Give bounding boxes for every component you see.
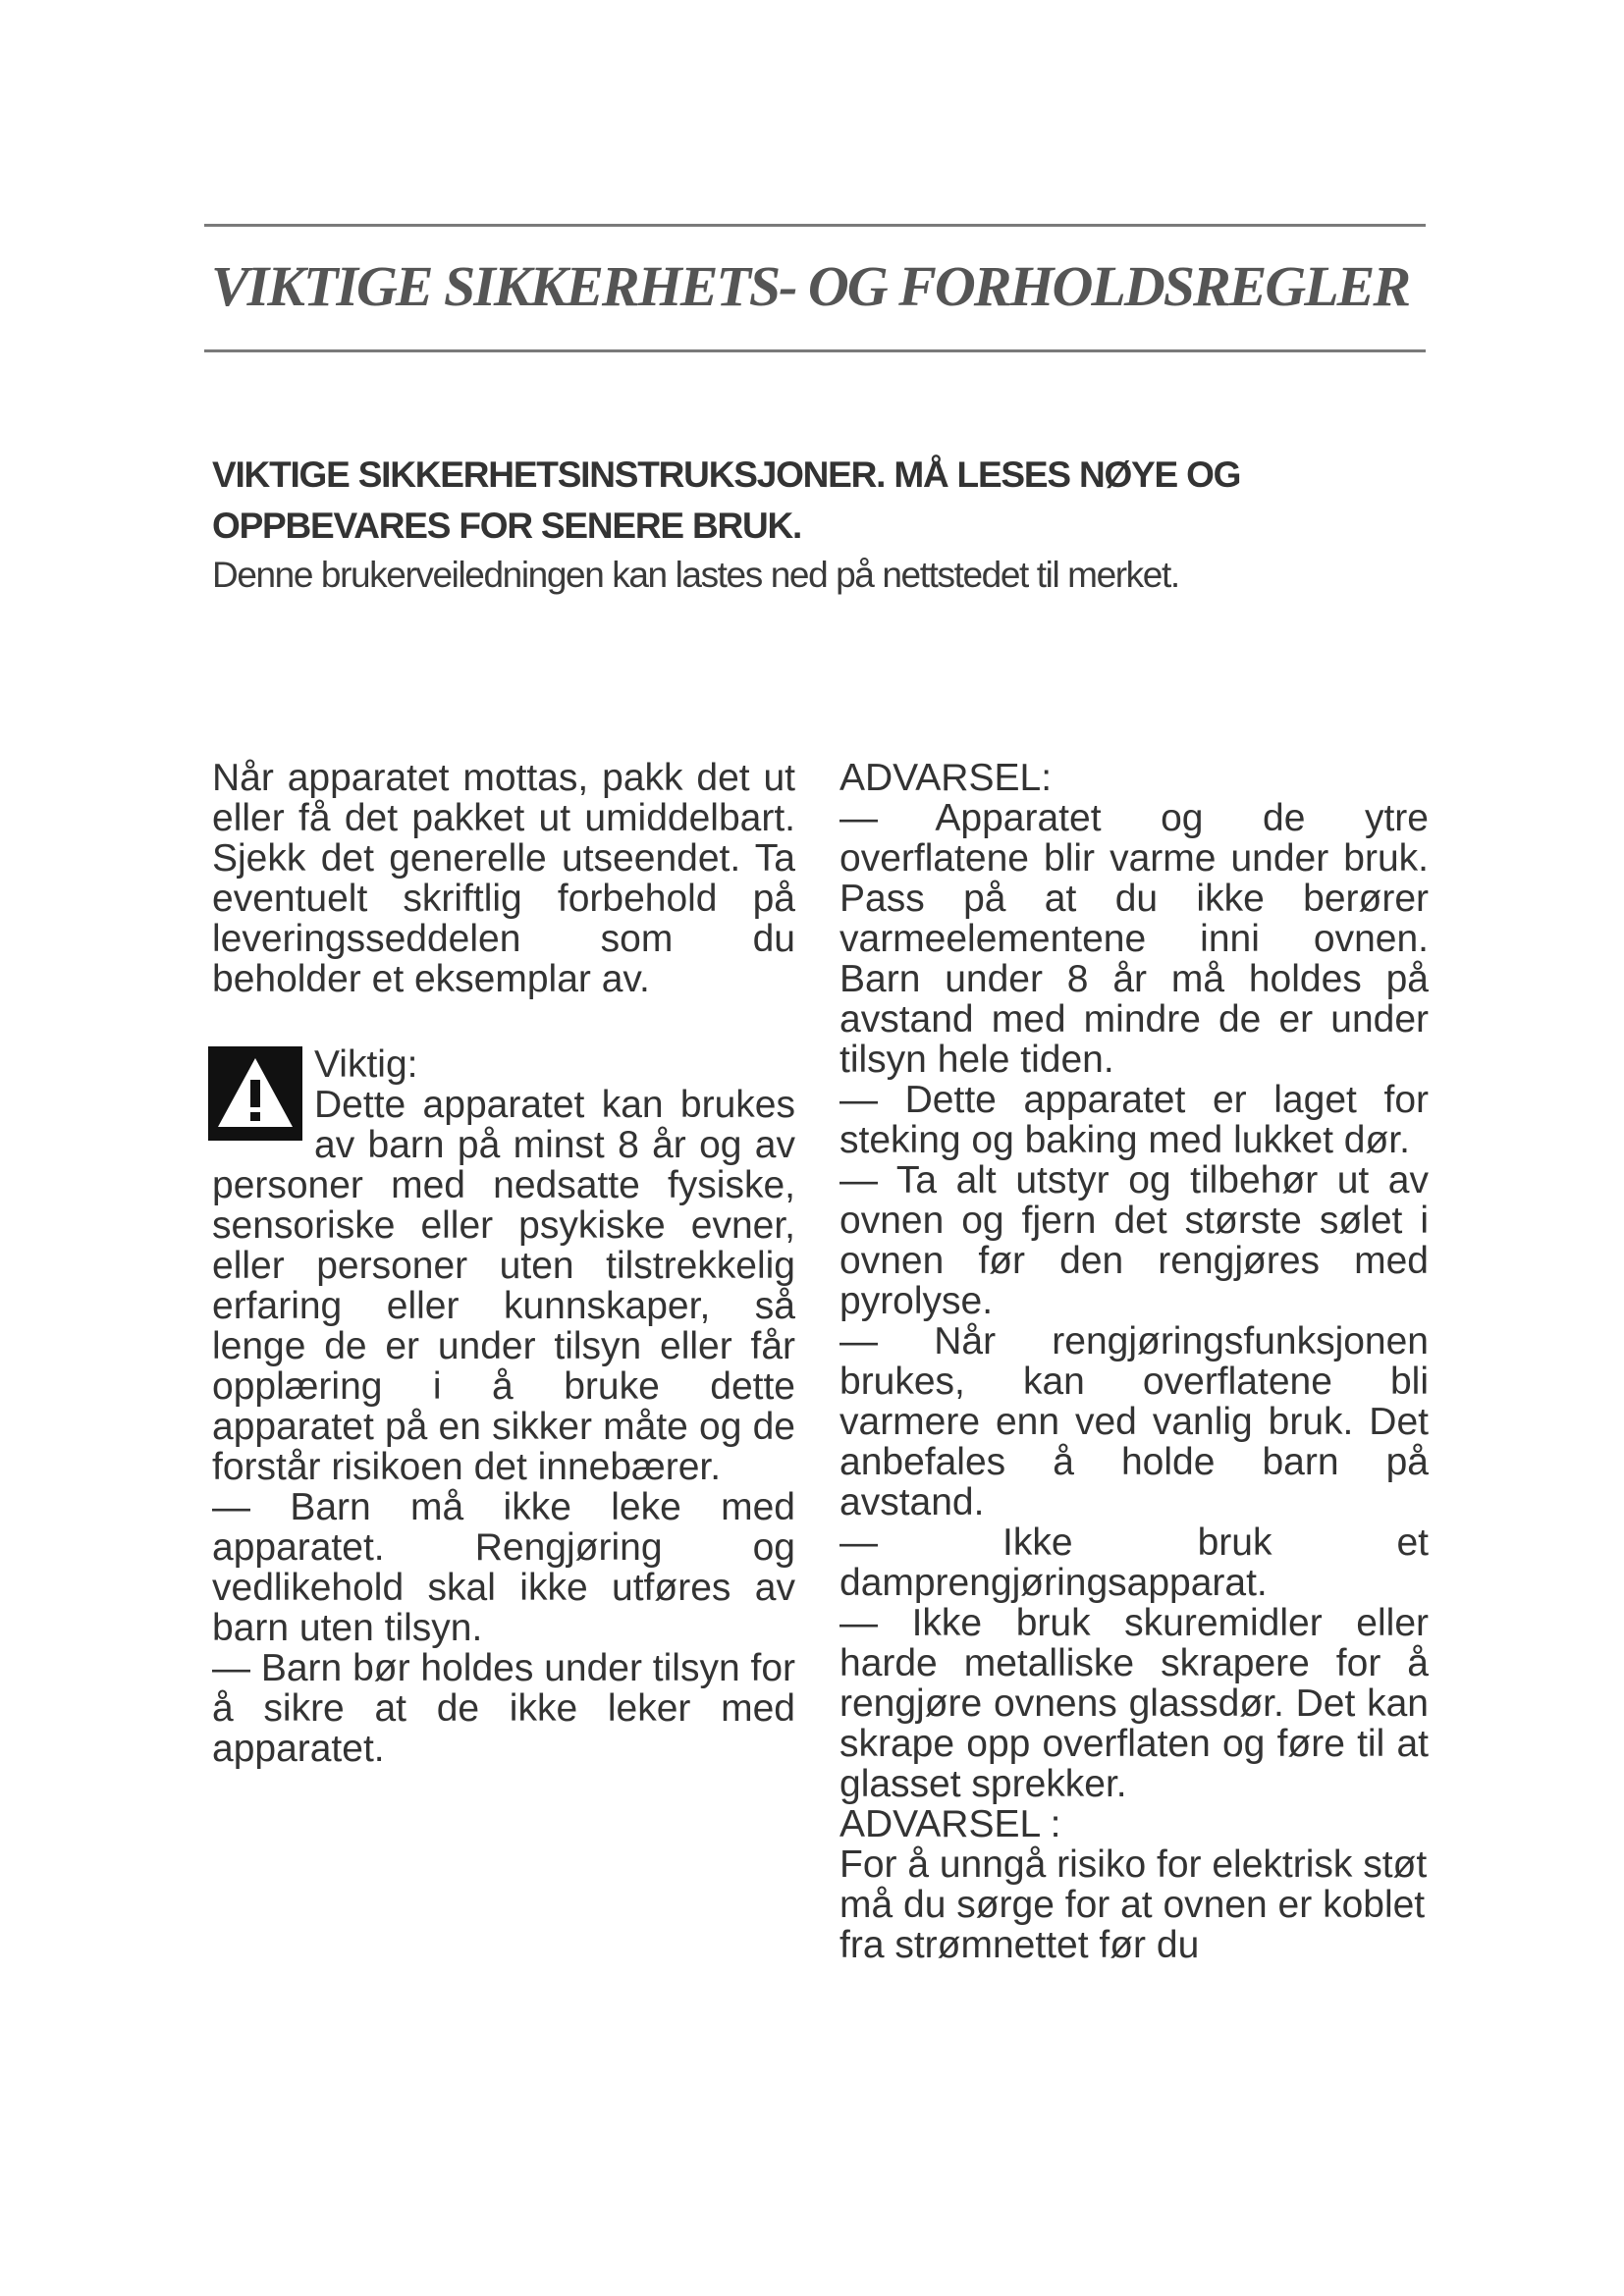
viktig-warning-block — [212, 1044, 795, 1487]
hot-surfaces-warning: — Apparatet og de ytre overflatene blir varme under bruk. Pass på at du ikke berører varmeelementene inni ovnen. Barn under 8 år må holdes på avstand med mindre de er under tilsyn hele tiden. — [839, 797, 1429, 1081]
cleaning-heat-warning: — Når rengjøringsfunksjonen brukes, kan overflatene bli varmere enn ved vanlig bruk. Det anbefales å holde barn på avstand. — [839, 1320, 1429, 1523]
closed-door-note: — Dette apparatet er laget for steking og baking med lukket dør. — [839, 1079, 1429, 1161]
top-divider — [204, 224, 1426, 227]
viktig-text: Dette apparatet kan brukes av barn på minst 8 år og av personer med nedsatte fysiske, sensoriske eller psykiske evner, eller personer uten tilstrekkelig erfaring eller kunnskaper, så lenge de er under tilsyn eller får opplæring i å bruke dette apparatet på en sikker måte og de forstår risikoen det innebærer. — [212, 1084, 795, 1488]
children-play-warning: — Barn må ikke leke med apparatet. Rengjøring og vedlikehold skal ikke utføres av barn uten tilsyn. — [212, 1486, 795, 1649]
children-supervise-warning: — Barn bør holdes under tilsyn for å sikre at de ikke leker med apparatet. — [212, 1647, 795, 1770]
unpack-paragraph: Når apparatet mottas, pakk det ut eller få det pakket ut umiddelbart. Sjekk det generelle utseendet. Ta eventuelt skriftlig forbehold på leveringsseddelen som du beholder et eksemplar av. — [212, 757, 795, 1000]
right-column — [839, 758, 1429, 1965]
intro-download-note: Denne brukerveiledningen kan lastes ned på nettstedet til merket. — [212, 555, 1179, 595]
warning-label-1: ADVARSEL: — [839, 757, 1053, 799]
intro-heading-line-2: OPPBEVARES FOR SENERE BRUK. — [212, 506, 802, 546]
pyrolysis-note: — Ta alt utstyr og tilbehør ut av ovnen og fjern det største sølet i ovnen før den rengjøres med pyrolyse. — [839, 1159, 1429, 1322]
bottom-divider — [204, 349, 1426, 352]
scraper-warning: — Ikke bruk skuremidler eller harde metalliske skrapere for å rengjøre ovnens glassdør. Det kan skrape opp overflaten og føre til at glasset sprekker. — [839, 1602, 1429, 1805]
steam-cleaner-warning: — Ikke bruk et damprengjøringsapparat. — [839, 1522, 1429, 1604]
safety-instructions-intro — [212, 450, 1430, 599]
intro-heading-line-1: VIKTIGE SIKKERHETSINSTRUKSJONER. MÅ LESES NØYE OG — [212, 454, 1241, 495]
left-column — [212, 758, 795, 1769]
page-title: VIKTIGE SIKKERHETS- OG FORHOLDSREGLER — [211, 254, 1410, 318]
warning-label-2: ADVARSEL : — [839, 1803, 1061, 1845]
viktig-label: Viktig: — [314, 1043, 418, 1086]
warning-triangle-icon — [208, 1046, 302, 1141]
electric-shock-warning: For å unngå risiko for elektrisk støt må du sørge for at ovnen er koblet fra strømnettet før du — [839, 1843, 1428, 1966]
